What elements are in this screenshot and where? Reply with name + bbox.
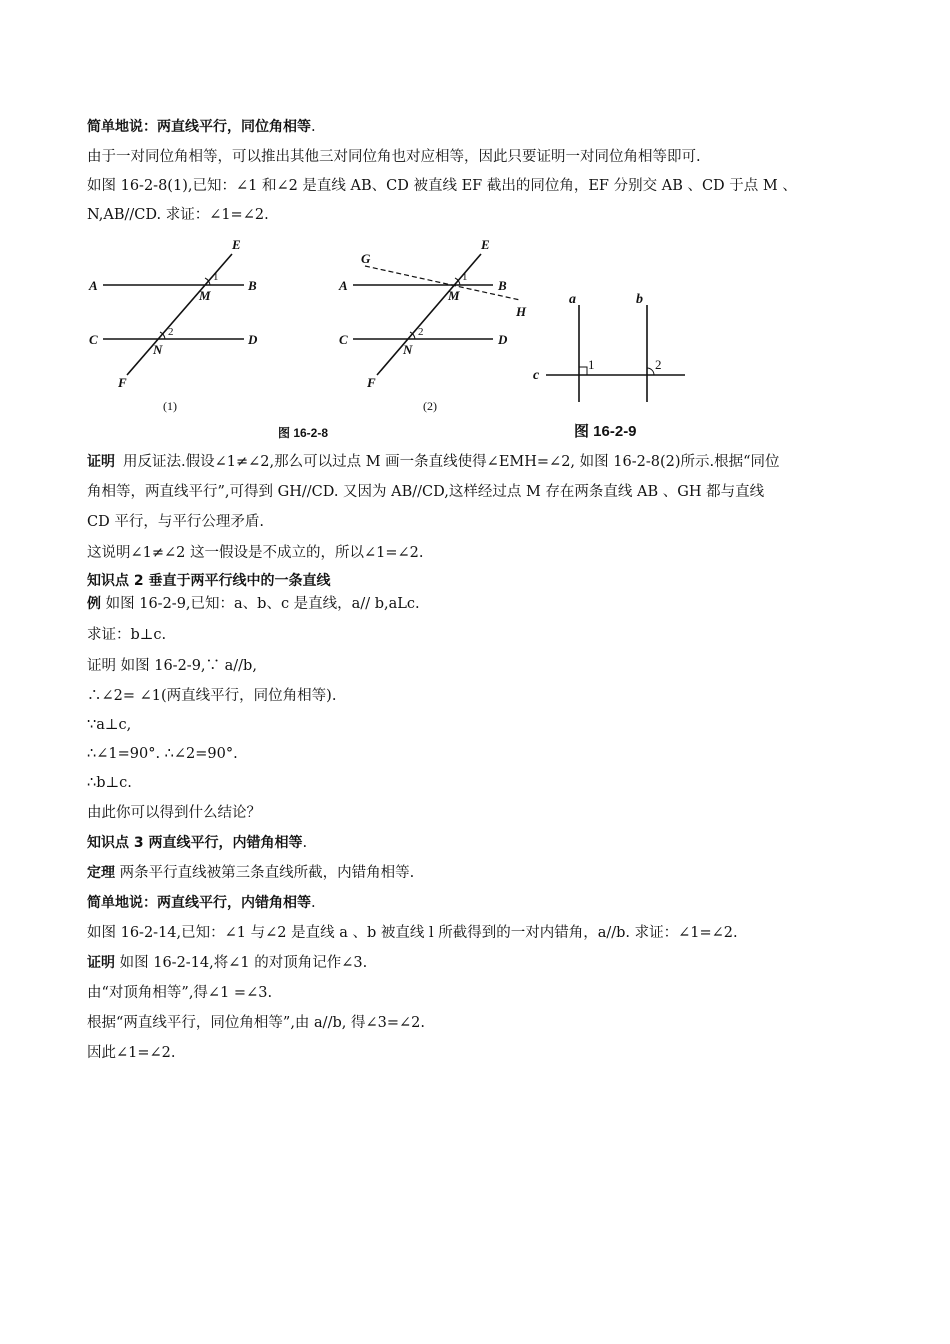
theorem-text: 两条平行直线被第三条直线所截，内错角相等. (115, 865, 415, 881)
angle-2-label-fig9: 2 (655, 357, 662, 372)
figure-16-2-8-2 (353, 254, 493, 375)
summary2-prefix: 简单地说： (87, 895, 157, 911)
paragraph-3a: 如图 16-2-8(1),已知：∠1 和∠2 是直线 AB、CD 被直线 EF 截出的同位角，EF 分别交 AB 、CD 于点 M 、 (87, 178, 797, 194)
knowledge-point-2-title: 知识点 2 垂直于两平行线中的一条直线 (87, 573, 331, 589)
summary-line-2 (87, 892, 316, 914)
label-a-2: A (339, 278, 348, 293)
proof2-line-4: ∴∠1=90°. ∴∠2=90°. (87, 746, 238, 762)
knowledge-point-3-tail: . (302, 835, 308, 851)
label-b: B (248, 278, 257, 293)
proof1-text-1: 用反证法.假设∠1≠∠2,那么可以过点 M 画一条直线使得∠EMH=∠2, 如图 16-2-8(2)所示.根据“同位 (123, 454, 780, 470)
paragraph-3b: N,AB//CD. 求证：∠1=∠2. (87, 207, 269, 223)
example-text: 如图 16-2-9,已知：a、b、c 是直线，a// b,aLc. (101, 596, 420, 612)
label-m-2: M (448, 288, 460, 303)
label-c: C (89, 332, 98, 347)
knowledge-point-3-title: 知识点 3 两直线平行，内错角相等 (87, 835, 303, 851)
example-label: 例 (87, 596, 101, 612)
figure-16-2-9-caption: 图 16-2-9 (574, 423, 637, 440)
label-c-line: c (533, 368, 540, 383)
label-e: E (232, 237, 241, 252)
angle-2-label: 2 (168, 326, 174, 338)
label-f-2: F (367, 375, 376, 390)
angle-1-label: 1 (213, 271, 219, 283)
proof3-line-2: 由“对顶角相等”,得∠1 =∠3. (87, 985, 273, 1001)
example-line (87, 593, 420, 615)
label-f: F (118, 375, 127, 390)
summary2-bold: 两直线平行，内错角相等 (157, 895, 311, 911)
proof2-line-5: ∴b⊥c. (87, 775, 132, 791)
label-a-line: a (569, 292, 576, 307)
label-d-2: D (498, 332, 508, 347)
proof2-line-2: ∴∠2= ∠1(两直线平行，同位角相等). (87, 688, 337, 704)
proof1-line-4: 这说明∠1≠∠2 这一假设是不成立的，所以∠1=∠2. (87, 545, 424, 561)
label-m: M (199, 288, 211, 303)
summary-line-1 (87, 116, 316, 138)
proof2-line-3: ∵a⊥c, (87, 717, 132, 733)
figure-16-2-8-caption: 图 16-2-8 (278, 426, 329, 440)
proof3-line-3: 根据“两直线平行，同位角相等”,由 a//b, 得∠3=∠2. (87, 1015, 425, 1031)
proof3-label: 证明 (87, 955, 115, 971)
theorem-label: 定理 (87, 865, 115, 881)
proof1-line-2: 角相等，两直线平行”,可得到 GH//CD. 又因为 AB//CD,这样经过点 M 存在两条直线 AB 、GH 都与直线 (87, 484, 765, 500)
right-angle-mark (579, 367, 587, 375)
label-h: H (516, 304, 527, 319)
proof2-line-1: 证明 如图 16-2-9,∵ a//b, (87, 658, 257, 674)
paragraph-5: 如图 16-2-14,已知：∠1 与∠2 是直线 a 、b 被直线 l 所截得到的一对内错角，a//b. 求证：∠1=∠2. (87, 925, 738, 941)
angle-2-label-2: 2 (418, 326, 424, 338)
theorem-line (87, 862, 414, 884)
summary-prefix: 简单地说： (87, 119, 157, 135)
angle-2-arc-fig9 (647, 368, 654, 375)
proof1-line-1 (87, 451, 780, 473)
paragraph-2: 由于一对同位角相等，可以推出其他三对同位角也对应相等，因此只要证明一对同位角相等即可. (87, 149, 701, 165)
angle-1-label-fig9: 1 (588, 357, 595, 372)
proof3-line-4: 因此∠1=∠2. (87, 1045, 176, 1061)
label-b-2: B (498, 278, 507, 293)
label-c-2: C (339, 332, 348, 347)
figure-16-2-8-1 (103, 254, 244, 375)
example-prove: 求证：b⊥c. (87, 627, 167, 643)
question-line: 由此你可以得到什么结论？ (87, 805, 261, 821)
summary-tail: . (311, 119, 316, 135)
proof3-text-1: 如图 16-2-14,将∠1 的对顶角记作∠3. (115, 955, 368, 971)
summary-bold: 两直线平行，同位角相等 (157, 119, 311, 135)
label-e-2: E (481, 237, 490, 252)
proof3-line-1 (87, 952, 367, 974)
label-n: N (153, 342, 163, 357)
label-b-line: b (636, 292, 643, 307)
figures-area (0, 230, 950, 445)
label-d: D (248, 332, 258, 347)
summary2-tail: . (311, 895, 316, 911)
label-g: G (361, 251, 371, 266)
line-gh-dashed (365, 266, 520, 300)
angle-1-label-2: 1 (462, 271, 468, 283)
proof1-line-3: CD 平行，与平行公理矛盾. (87, 514, 264, 530)
knowledge-point-3 (87, 832, 307, 854)
figure-16-2-9 (546, 305, 685, 402)
label-n-2: N (403, 342, 413, 357)
proof1-label: 证明 (87, 454, 115, 470)
label-a: A (89, 278, 98, 293)
subfig-2-label: (2) (423, 399, 437, 413)
subfig-1-label: (1) (163, 399, 177, 413)
